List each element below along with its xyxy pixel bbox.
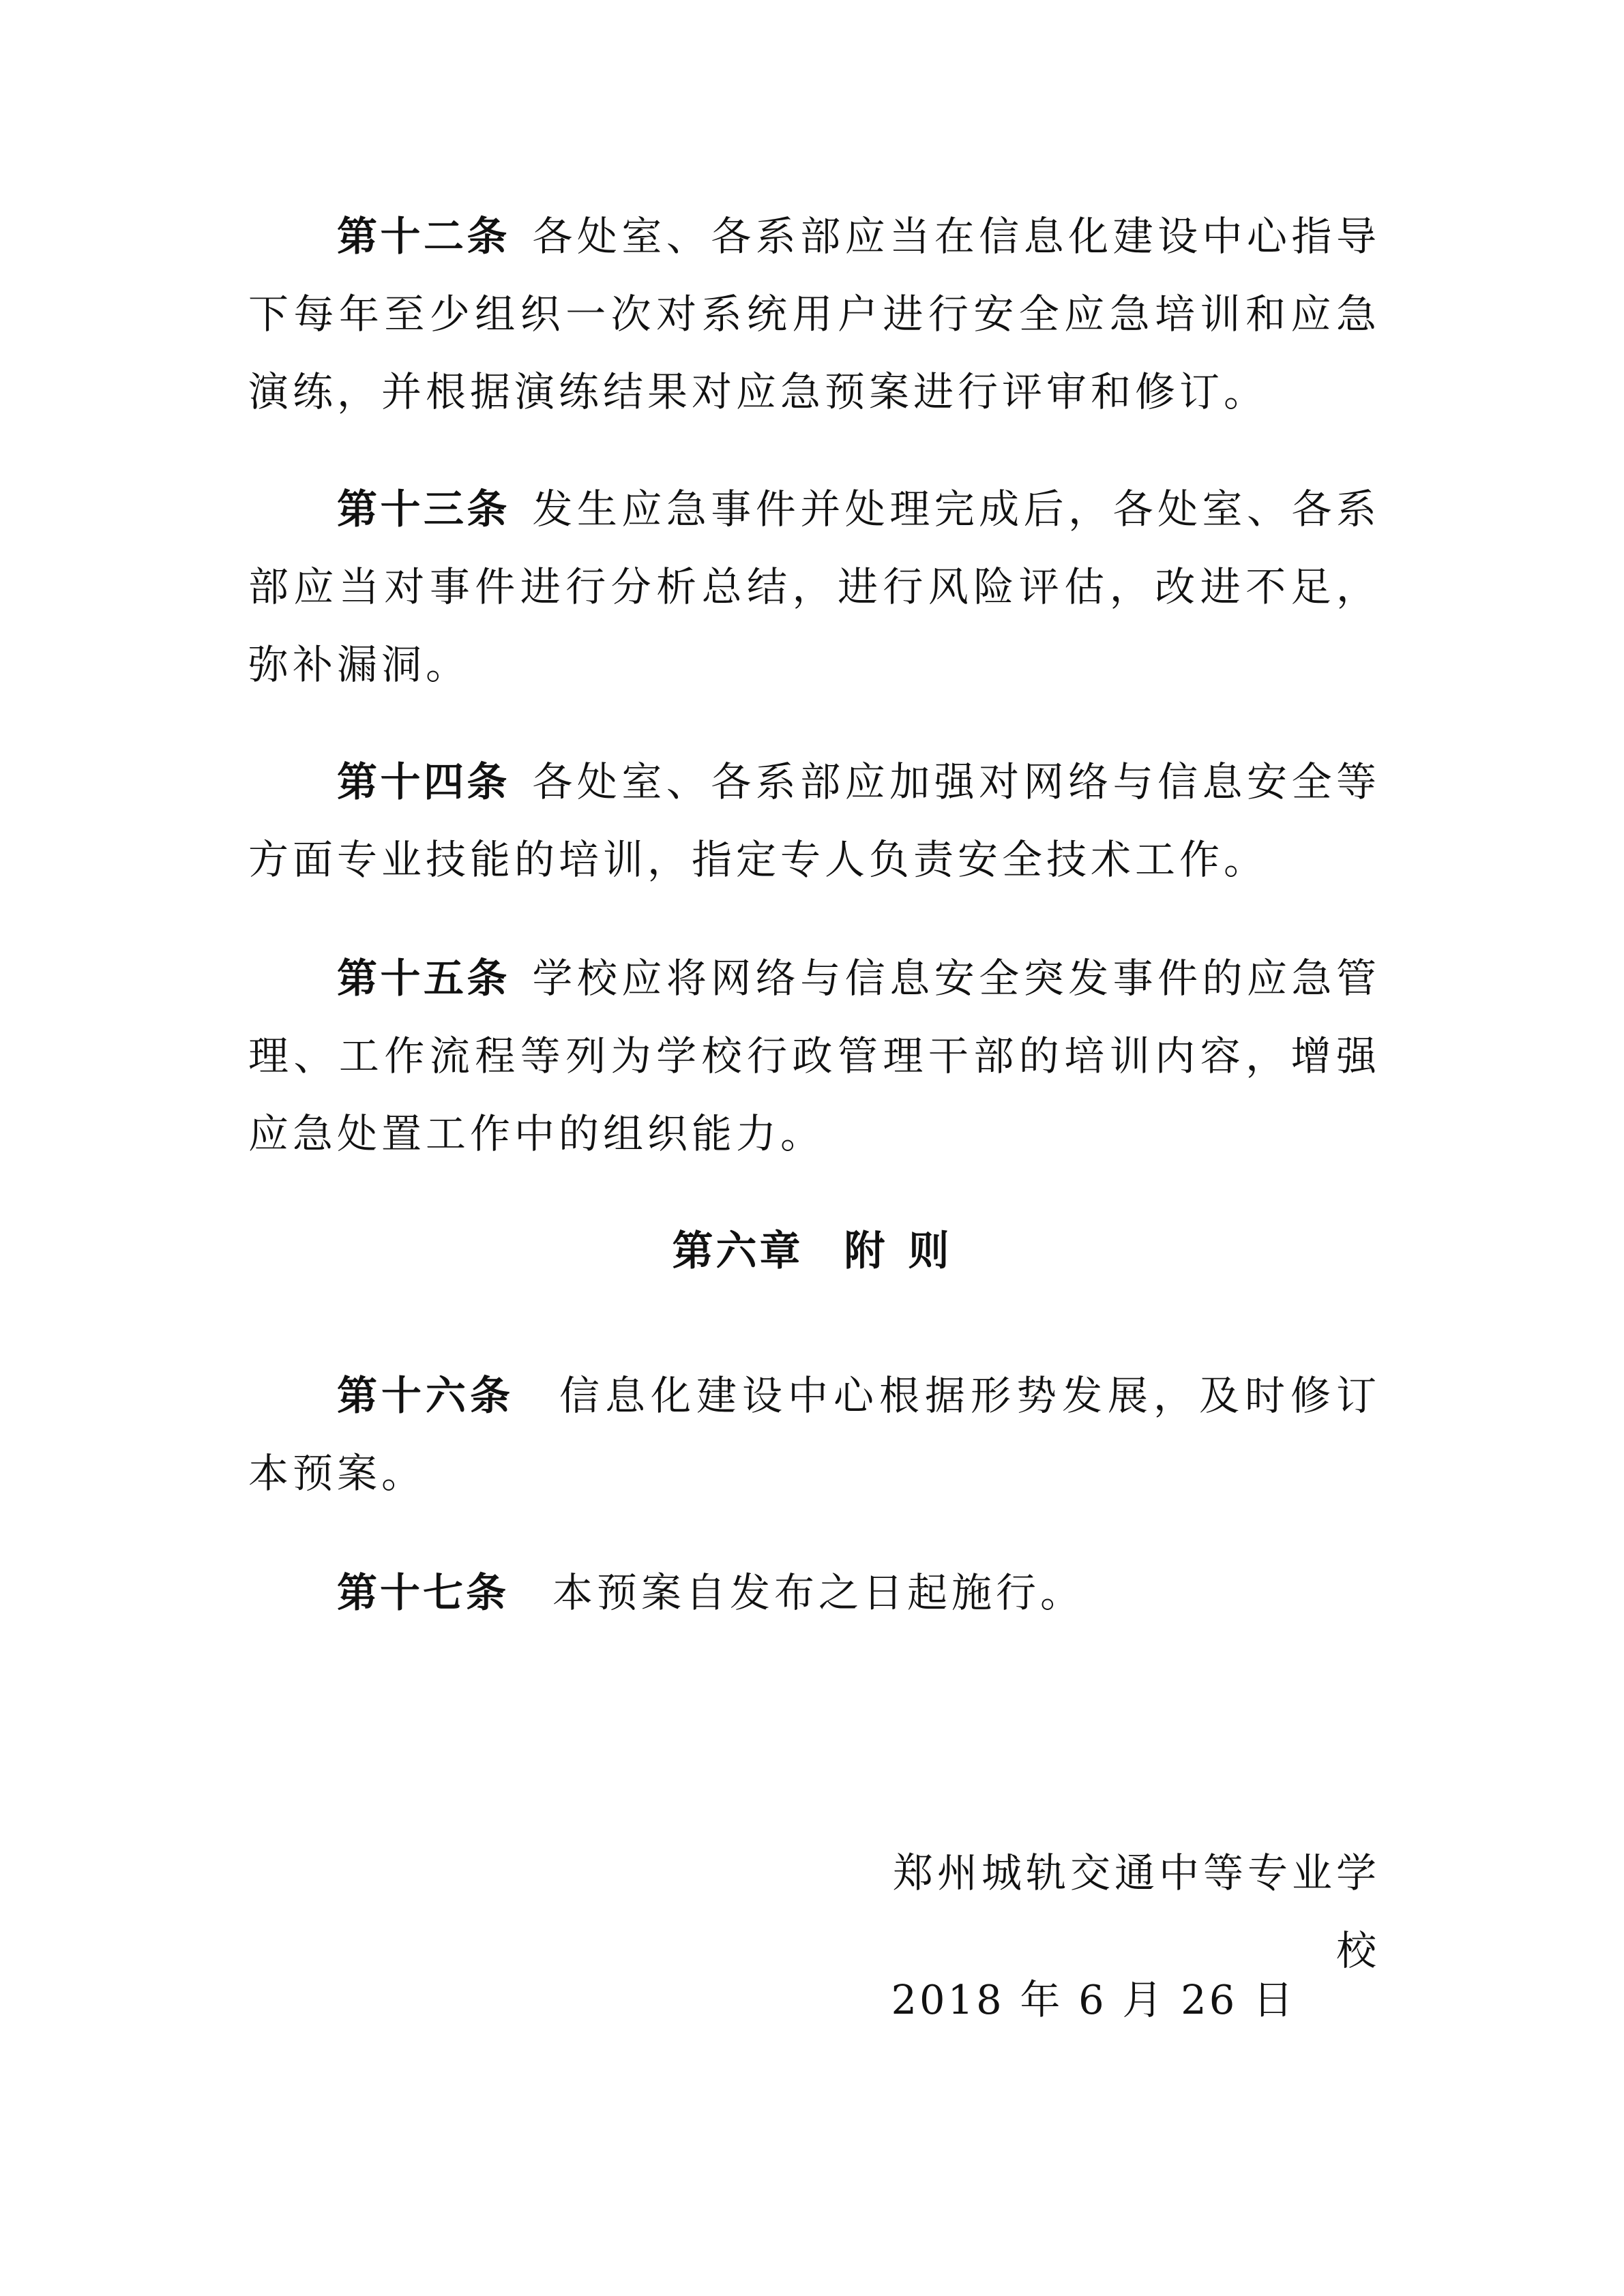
article-body: 各处室、各系部应加强对网络与信息安全等方面专业技能的培训，指定专人负责安全技术工作。 — [248, 758, 1381, 883]
article-12 — [248, 198, 1381, 431]
chapter-name-part2: 则 — [908, 1227, 952, 1275]
article-body: 学校应将网络与信息安全突发事件的应急管理、工作流程等列为学校行政管理干部的培训内容，增强应急处置工作中的组织能力。 — [248, 955, 1381, 1157]
article-title: 第十二条 — [337, 213, 510, 260]
article-13 — [248, 471, 1381, 704]
article-15 — [248, 940, 1381, 1173]
article-14 — [248, 743, 1381, 899]
article-16 — [248, 1357, 1381, 1512]
article-body: 本预案自发布之日起施行。 — [552, 1569, 1085, 1616]
article-body: 各处室、各系部应当在信息化建设中心指导下每年至少组织一次对系统用户进行安全应急培训和应急演练，并根据演练结果对应急预案进行评审和修订。 — [248, 213, 1381, 415]
article-title: 第十三条 — [337, 486, 510, 533]
signature-date: 2018 年 6 月 26 日 — [891, 1976, 1296, 2023]
article-body: 发生应急事件并处理完成后，各处室、各系部应当对事件进行分析总结，进行风险评估，改进不足，弥补漏洞。 — [248, 486, 1381, 688]
article-title: 第十六条 — [337, 1372, 514, 1419]
article-body: 信息化建设中心根据形势发展，及时修订本预案。 — [248, 1372, 1381, 1497]
article-title: 第十四条 — [337, 758, 510, 805]
signature-organization: 郑州城轨交通中等专业学校 — [892, 1849, 1381, 1974]
chapter-name-part1: 附 — [844, 1227, 888, 1275]
article-17 — [248, 1554, 1381, 1632]
chapter-number: 第六章 — [672, 1227, 803, 1275]
chapter-heading — [0, 1212, 1624, 1290]
article-title: 第十五条 — [337, 955, 510, 1002]
article-title: 第十七条 — [337, 1569, 510, 1616]
